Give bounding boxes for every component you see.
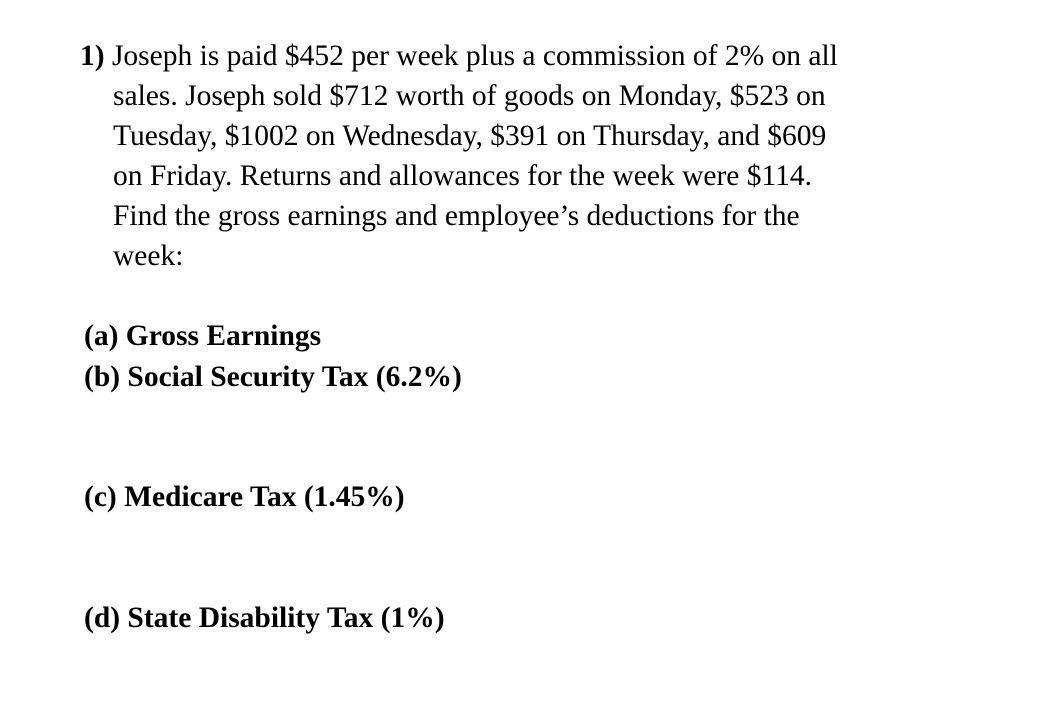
problem-text-line: sales. Joseph sold $712 worth of goods on Monday, $523 on: [113, 80, 826, 112]
problem-text-line: Find the gross earnings and employee’s deductions for the: [113, 200, 800, 232]
problem-text-line: Joseph is paid $452 per week plus a commission of 2% on all: [111, 40, 838, 72]
part-b-social-security-tax: (b) Social Security Tax (6.2%): [84, 361, 462, 393]
problem-text-line: week:: [113, 240, 184, 272]
part-a-gross-earnings: (a) Gross Earnings: [84, 320, 322, 352]
problem-text-line: Tuesday, $1002 on Wednesday, $391 on Thursday, and $609: [113, 120, 827, 152]
problem-statement: [80, 36, 980, 276]
problem-number: 1): [80, 40, 105, 72]
part-d-state-disability-tax: (d) State Disability Tax (1%): [84, 602, 445, 634]
problem-text-line: on Friday. Returns and allowances for the week were $114.: [113, 160, 813, 192]
problem-line-1: [80, 36, 980, 76]
part-c-medicare-tax: (c) Medicare Tax (1.45%): [84, 481, 405, 513]
